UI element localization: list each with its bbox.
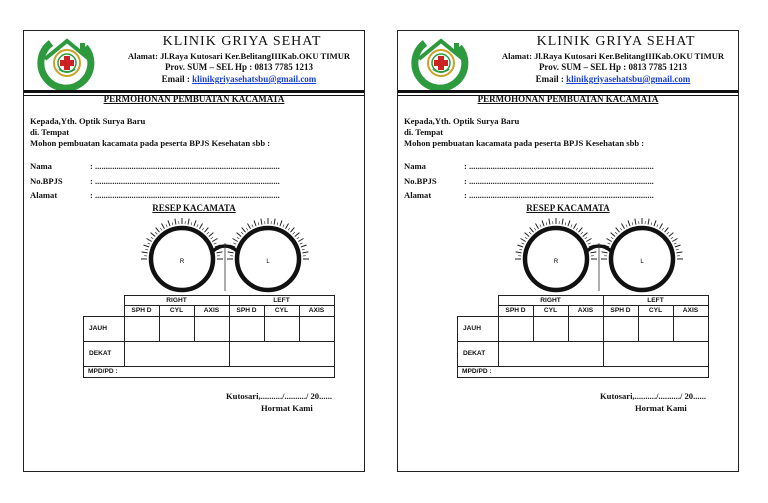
axis-tick [534, 228, 536, 230]
row-label-jauh: JAUH [84, 316, 125, 341]
row-label-dekat: DEKAT [458, 341, 499, 366]
closing-text: Hormat Kami [261, 403, 313, 413]
form-title: PERMOHONAN PEMBUATAN KACAMATA [103, 94, 285, 104]
form-sheet-right [397, 30, 739, 472]
axis-tick [676, 252, 682, 253]
axis-tick [676, 249, 679, 250]
axis-tick [300, 243, 303, 244]
closing-text: Hormat Kami [635, 403, 687, 413]
axis-tick [252, 225, 253, 228]
row-label-jauh: JAUH [458, 316, 499, 341]
svg-text:R: R [553, 259, 559, 265]
axis-tick [540, 225, 541, 228]
axis-tick [241, 232, 243, 234]
axis-tick [549, 219, 550, 225]
axis-tick [536, 223, 539, 228]
cell-jauh-axis-left[interactable] [673, 316, 708, 341]
axis-tick [657, 225, 658, 228]
axis-tick [660, 223, 663, 228]
axis-tick [626, 225, 627, 228]
col-axis-right: AXIS [194, 306, 229, 317]
axis-tick [522, 243, 525, 244]
axis-tick [209, 233, 214, 237]
cell-jauh-cyl-right[interactable] [533, 316, 568, 341]
axis-tick [530, 228, 534, 233]
axis-tick [145, 249, 148, 250]
axis-tick [288, 228, 290, 230]
clinic-province-phone: Prov. SUM – SEL Hp : 0813 7785 1213 [164, 62, 314, 72]
axis-tick [166, 225, 167, 228]
col-cyl-left: CYL [264, 306, 299, 317]
axis-tick [242, 228, 246, 233]
col-sph-right: SPH D [124, 306, 159, 317]
axis-tick [517, 245, 523, 247]
field-value-nama[interactable]: : ...................................................................................... [90, 161, 280, 171]
field-value-nama[interactable]: : ...................................................................................... [464, 161, 654, 171]
cell-jauh-axis-right[interactable] [194, 316, 229, 341]
cell-dekat-left[interactable] [229, 341, 334, 366]
axis-tick [608, 243, 611, 244]
col-axis-right: AXIS [568, 306, 603, 317]
cell-dekat-left[interactable] [603, 341, 708, 366]
form-sheet-left [23, 30, 365, 472]
axis-tick [175, 219, 176, 225]
axis-tick [237, 233, 242, 237]
col-sph-right: SPH D [498, 306, 533, 317]
axis-tick [280, 220, 282, 226]
axis-tick [237, 237, 239, 239]
axis-tick [191, 222, 192, 225]
axis-tick [611, 237, 613, 239]
clinic-email-line [488, 74, 738, 84]
axis-tick [635, 219, 636, 225]
axis-tick [293, 232, 295, 234]
svg-text:R: R [179, 259, 185, 265]
prescription-table [83, 295, 335, 378]
axis-tick [562, 219, 563, 225]
axis-tick [662, 228, 664, 230]
axis-tick [160, 228, 162, 230]
clinic-name: KLINIK GRIYA SEHAT [162, 34, 322, 49]
place-line: di. Tempat [30, 127, 70, 137]
clinic-province-phone: Prov. SUM – SEL Hp : 0813 7785 1213 [538, 62, 688, 72]
axis-tick [254, 220, 256, 226]
col-axis-left: AXIS [299, 306, 334, 317]
field-label-alamat: Alamat [30, 190, 58, 200]
field-label-nama: Nama [404, 161, 426, 171]
axis-tick [525, 237, 527, 239]
axis-tick [146, 239, 151, 242]
axis-tick [248, 223, 251, 228]
col-axis-left: AXIS [673, 306, 708, 317]
cell-jauh-cyl-left[interactable] [638, 316, 673, 341]
axis-tick [143, 245, 149, 247]
resep-title: RESEP KACAMATA [526, 203, 610, 213]
axis-tick [590, 252, 596, 253]
axis-tick [261, 219, 262, 225]
place-date-line: Kutosari,........../........../ 20...... [600, 391, 706, 401]
axis-tick [571, 225, 572, 228]
header-rule-thick [24, 90, 364, 93]
clinic-address: Alamat: Jl.Raya Kutosari Ker.BelitangIIIKab.OKU TIMUR [501, 51, 725, 61]
place-line: di. Tempat [404, 127, 444, 137]
axis-tick [246, 228, 248, 230]
clinic-address: Alamat: Jl.Raya Kutosari Ker.BelitangIIIKab.OKU TIMUR [127, 51, 351, 61]
cell-jauh-sph-left[interactable] [603, 316, 638, 341]
cell-jauh-axis-left[interactable] [299, 316, 334, 341]
axis-tick [648, 219, 649, 225]
axis-tick [568, 220, 570, 226]
row-label-dekat: DEKAT [84, 341, 125, 366]
axis-tick [258, 222, 259, 225]
axis-tick [516, 252, 522, 253]
left-eye-header: LEFT [603, 296, 708, 306]
request-line: Mohon pembuatan kacamata pada peserta BPJS Kesehatan sbb : [30, 138, 271, 148]
recipient-line: Kepada,Yth. Optik Surya Baru [30, 116, 146, 126]
request-line: Mohon pembuatan kacamata pada peserta BPJS Kesehatan sbb : [404, 138, 645, 148]
field-value-bpjs[interactable]: : ...................................................................................... [90, 176, 280, 186]
clinic-logo-icon [31, 35, 101, 91]
axis-tick [519, 249, 522, 250]
clinic-logo-icon [405, 35, 475, 91]
field-value-alamat[interactable]: : ...................................................................................... [464, 190, 654, 200]
cell-jauh-axis-right[interactable] [568, 316, 603, 341]
mpd-row[interactable]: MPD/PD : [84, 366, 335, 377]
place-date-line: Kutosari,........../........../ 20...... [226, 391, 332, 401]
cell-jauh-cyl-left[interactable] [264, 316, 299, 341]
email-label: Email : [535, 74, 567, 84]
axis-tick [581, 232, 583, 234]
axis-tick [228, 252, 234, 253]
axis-tick [162, 223, 165, 228]
cell-jauh-sph-right[interactable] [124, 316, 159, 341]
axis-tick [654, 220, 656, 226]
axis-tick [295, 233, 300, 237]
left-eye-header: LEFT [229, 296, 334, 306]
svg-text:L: L [266, 259, 270, 265]
clinic-email-line [114, 74, 364, 84]
glasses-axis-diagram [124, 213, 324, 293]
col-cyl-right: CYL [533, 306, 568, 317]
axis-tick [283, 225, 284, 228]
axis-tick [151, 233, 156, 237]
axis-tick [197, 225, 198, 228]
email-label: Email : [161, 74, 193, 84]
axis-tick [588, 243, 591, 244]
axis-tick [671, 237, 673, 239]
cell-jauh-cyl-right[interactable] [159, 316, 194, 341]
clinic-name: KLINIK GRIYA SEHAT [536, 34, 696, 49]
header-rule-thick [398, 90, 738, 93]
axis-tick [669, 233, 674, 237]
axis-tick [234, 243, 237, 244]
axis-tick [525, 233, 530, 237]
axis-tick [274, 219, 275, 225]
axis-tick [664, 228, 668, 233]
axis-tick [674, 243, 677, 244]
axis-tick [651, 222, 652, 225]
recipient-line: Kepada,Yth. Optik Surya Baru [404, 116, 520, 126]
axis-tick [574, 223, 577, 228]
axis-tick [520, 239, 525, 242]
form-title: PERMOHONAN PEMBUATAN KACAMATA [477, 94, 659, 104]
axis-tick [602, 252, 608, 253]
axis-tick [585, 237, 587, 239]
axis-tick [194, 220, 196, 226]
resep-title: RESEP KACAMATA [152, 203, 236, 213]
axis-tick [546, 222, 547, 225]
axis-tick [529, 232, 531, 234]
cell-jauh-sph-right[interactable] [498, 316, 533, 341]
axis-tick [212, 239, 217, 242]
axis-tick [542, 220, 544, 226]
axis-tick [290, 228, 294, 233]
col-cyl-left: CYL [638, 306, 673, 317]
axis-tick [211, 237, 213, 239]
axis-tick [172, 222, 173, 225]
axis-tick [620, 228, 622, 230]
axis-tick [188, 219, 189, 225]
mpd-row[interactable]: MPD/PD : [458, 366, 709, 377]
axis-tick [622, 223, 625, 228]
axis-tick [611, 233, 616, 237]
axis-tick [632, 222, 633, 225]
axis-tick [675, 245, 681, 247]
field-value-bpjs[interactable]: : ...................................................................................... [464, 176, 654, 186]
axis-tick [204, 228, 208, 233]
cell-jauh-sph-left[interactable] [229, 316, 264, 341]
axis-tick [142, 252, 148, 253]
axis-tick [207, 232, 209, 234]
glasses-axis-diagram [498, 213, 698, 293]
field-label-bpjs: No.BPJS [404, 176, 437, 186]
axis-tick [168, 220, 170, 226]
field-label-alamat: Alamat [404, 190, 432, 200]
axis-tick [200, 223, 203, 228]
axis-tick [583, 233, 588, 237]
axis-tick [216, 252, 222, 253]
right-eye-header: RIGHT [124, 296, 229, 306]
axis-tick [214, 243, 217, 244]
axis-tick [202, 228, 204, 230]
axis-tick [302, 249, 305, 250]
axis-tick [301, 245, 307, 247]
axis-tick [565, 222, 566, 225]
right-eye-header: RIGHT [498, 296, 603, 306]
axis-tick [297, 237, 299, 239]
field-label-nama: Nama [30, 161, 52, 171]
axis-tick [576, 228, 578, 230]
axis-tick [286, 223, 289, 228]
axis-tick [615, 232, 617, 234]
axis-tick [302, 252, 308, 253]
clinic-email-link[interactable]: klinikgriyasehatsbu@gmail.com [566, 74, 691, 84]
col-sph-left: SPH D [603, 306, 638, 317]
prescription-table [457, 295, 709, 378]
clinic-email-link[interactable]: klinikgriyasehatsbu@gmail.com [192, 74, 317, 84]
axis-tick [148, 243, 151, 244]
axis-tick [586, 239, 591, 242]
cell-dekat-right[interactable] [498, 341, 603, 366]
axis-tick [156, 228, 160, 233]
col-sph-left: SPH D [229, 306, 264, 317]
axis-tick [151, 237, 153, 239]
axis-tick [232, 239, 237, 242]
axis-tick [628, 220, 630, 226]
axis-tick [298, 239, 303, 242]
axis-tick [667, 232, 669, 234]
axis-tick [155, 232, 157, 234]
cell-dekat-right[interactable] [124, 341, 229, 366]
field-value-alamat[interactable]: : ...................................................................................... [90, 190, 280, 200]
axis-tick [578, 228, 582, 233]
col-cyl-right: CYL [159, 306, 194, 317]
axis-tick [672, 239, 677, 242]
axis-tick [277, 222, 278, 225]
axis-tick [616, 228, 620, 233]
axis-tick [606, 239, 611, 242]
field-label-bpjs: No.BPJS [30, 176, 63, 186]
svg-text:L: L [640, 259, 644, 265]
